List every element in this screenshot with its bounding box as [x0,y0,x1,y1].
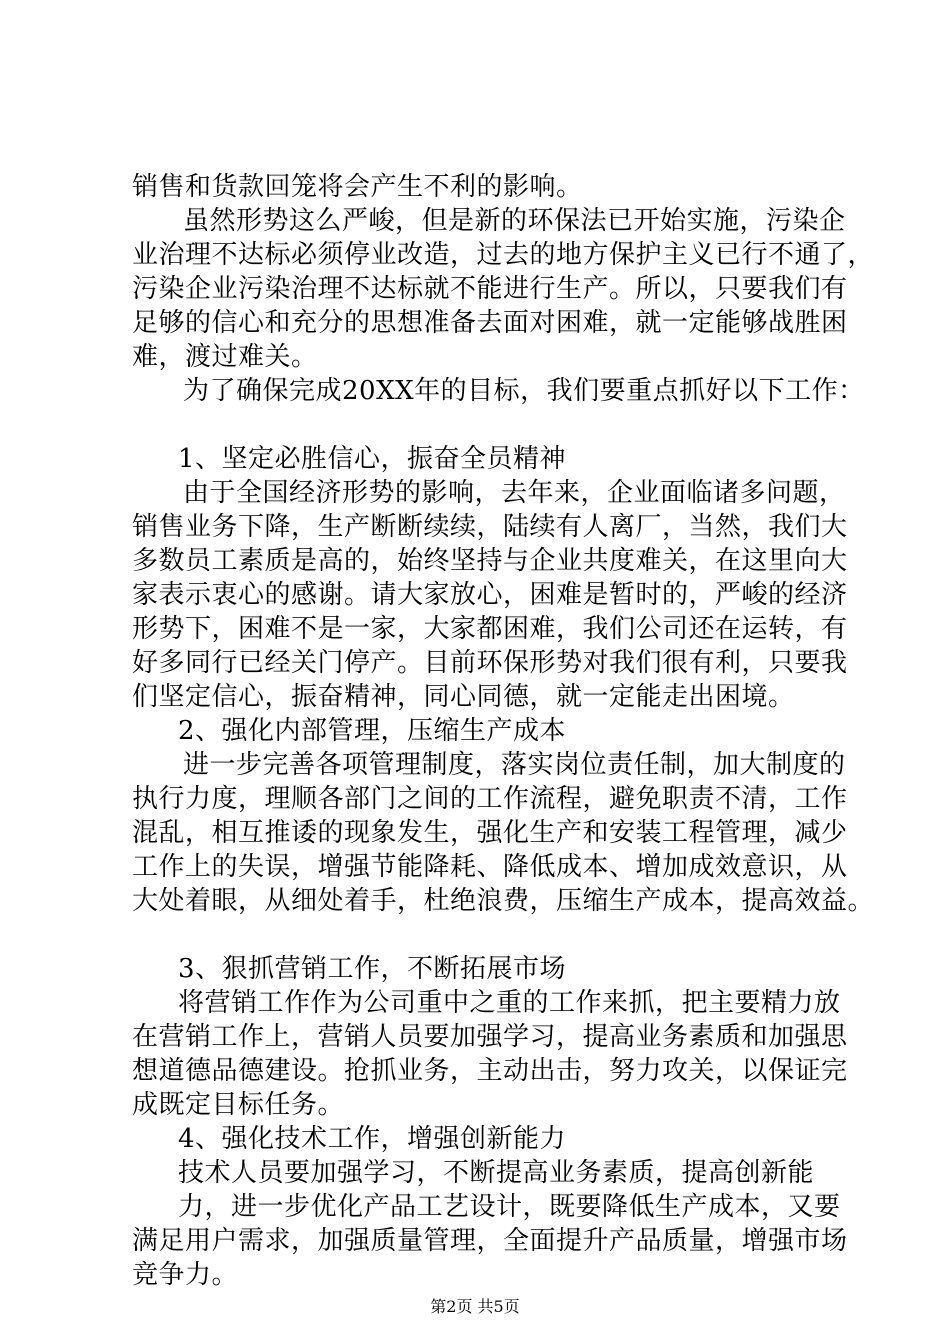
paragraph-first-line: 将营销工作作为公司重中之重的工作来抓，把主要精力放 [178,988,841,1018]
text-line: 执行力度，理顺各部门之间的工作流程，避免职责不清，工作 [132,784,848,814]
text-line: 足够的信心和充分的思想准备去面对困难，就一定能够战胜困 [132,308,848,338]
text-line: 大处着眼，从细处着手，杜绝浪费，压缩生产成本，提高效益。 [132,886,875,916]
section-heading: 4、强化技术工作，增强创新能力 [178,1124,567,1154]
text-line: 们坚定信心，振奋精神，同心同德，就一定能走出困境。 [132,682,795,712]
text-line: 混乱，相互推诿的现象发生，强化生产和安装工程管理，减少 [132,818,848,848]
text-line: 成既定目标任务。 [132,1090,345,1120]
text-line: 力，进一步优化产品工艺设计，既要降低生产成本，又要 [178,1192,841,1222]
text-line: 在营销工作上，营销人员要加强学习，提高业务素质和加强思 [132,1022,848,1052]
text-line: 销售业务下降，生产断断续续，陆续有人离厂，当然，我们大 [132,512,848,542]
section-heading: 1、坚定必胜信心，振奋全员精神 [178,444,567,474]
text-line: 工作上的失误，增强节能降耗、降低成本、增加成效意识，从 [132,852,848,882]
paragraph-first-line: 为了确保完成20XX年的目标，我们要重点抓好以下工作： [183,376,865,406]
paragraph-first-line: 进一步完善各项管理制度，落实岗位责任制，加大制度的 [183,750,846,780]
text-line: 想道德品德建设。抢抓业务，主动出击，努力攻关，以保证完 [132,1056,848,1086]
text-line: 家表示衷心的感谢。请大家放心，困难是暂时的，严峻的经济 [132,580,848,610]
text-line: 污染企业污染治理不达标就不能进行生产。所以，只要我们有 [132,274,848,304]
paragraph-first-line: 由于全国经济形势的影响，去年来，企业面临诸多问题， [183,478,846,508]
section-heading: 2、强化内部管理，压缩生产成本 [178,716,567,746]
paragraph-first-line: 虽然形势这么严峻，但是新的环保法已开始实施，污染企 [183,206,846,236]
text-line: 销售和货款回笼将会产生不利的影响。 [132,172,583,202]
text-line: 满足用户需求，加强质量管理，全面提升产品质量，增强市场 [132,1226,848,1256]
section-heading: 3、狠抓营销工作，不断拓展市场 [178,954,567,984]
text-line: 形势下，困难不是一家，大家都困难，我们公司还在运转，有 [132,614,848,644]
text-line: 竞争力。 [132,1260,239,1290]
text-line: 难，渡过难关。 [132,342,318,372]
text-line: 多数员工素质是高的，始终坚持与企业共度难关，在这里向大 [132,546,848,576]
page-number-footer: 第2页 共5页 [430,1297,520,1316]
paragraph-first-line: 技术人员要加强学习，不断提高业务素质，提高创新能 [178,1158,815,1188]
text-line: 好多同行已经关门停产。目前环保形势对我们很有利，只要我 [132,648,848,678]
text-line: 业治理不达标必须停业改造，过去的地方保护主义已行不通了， [132,240,875,270]
